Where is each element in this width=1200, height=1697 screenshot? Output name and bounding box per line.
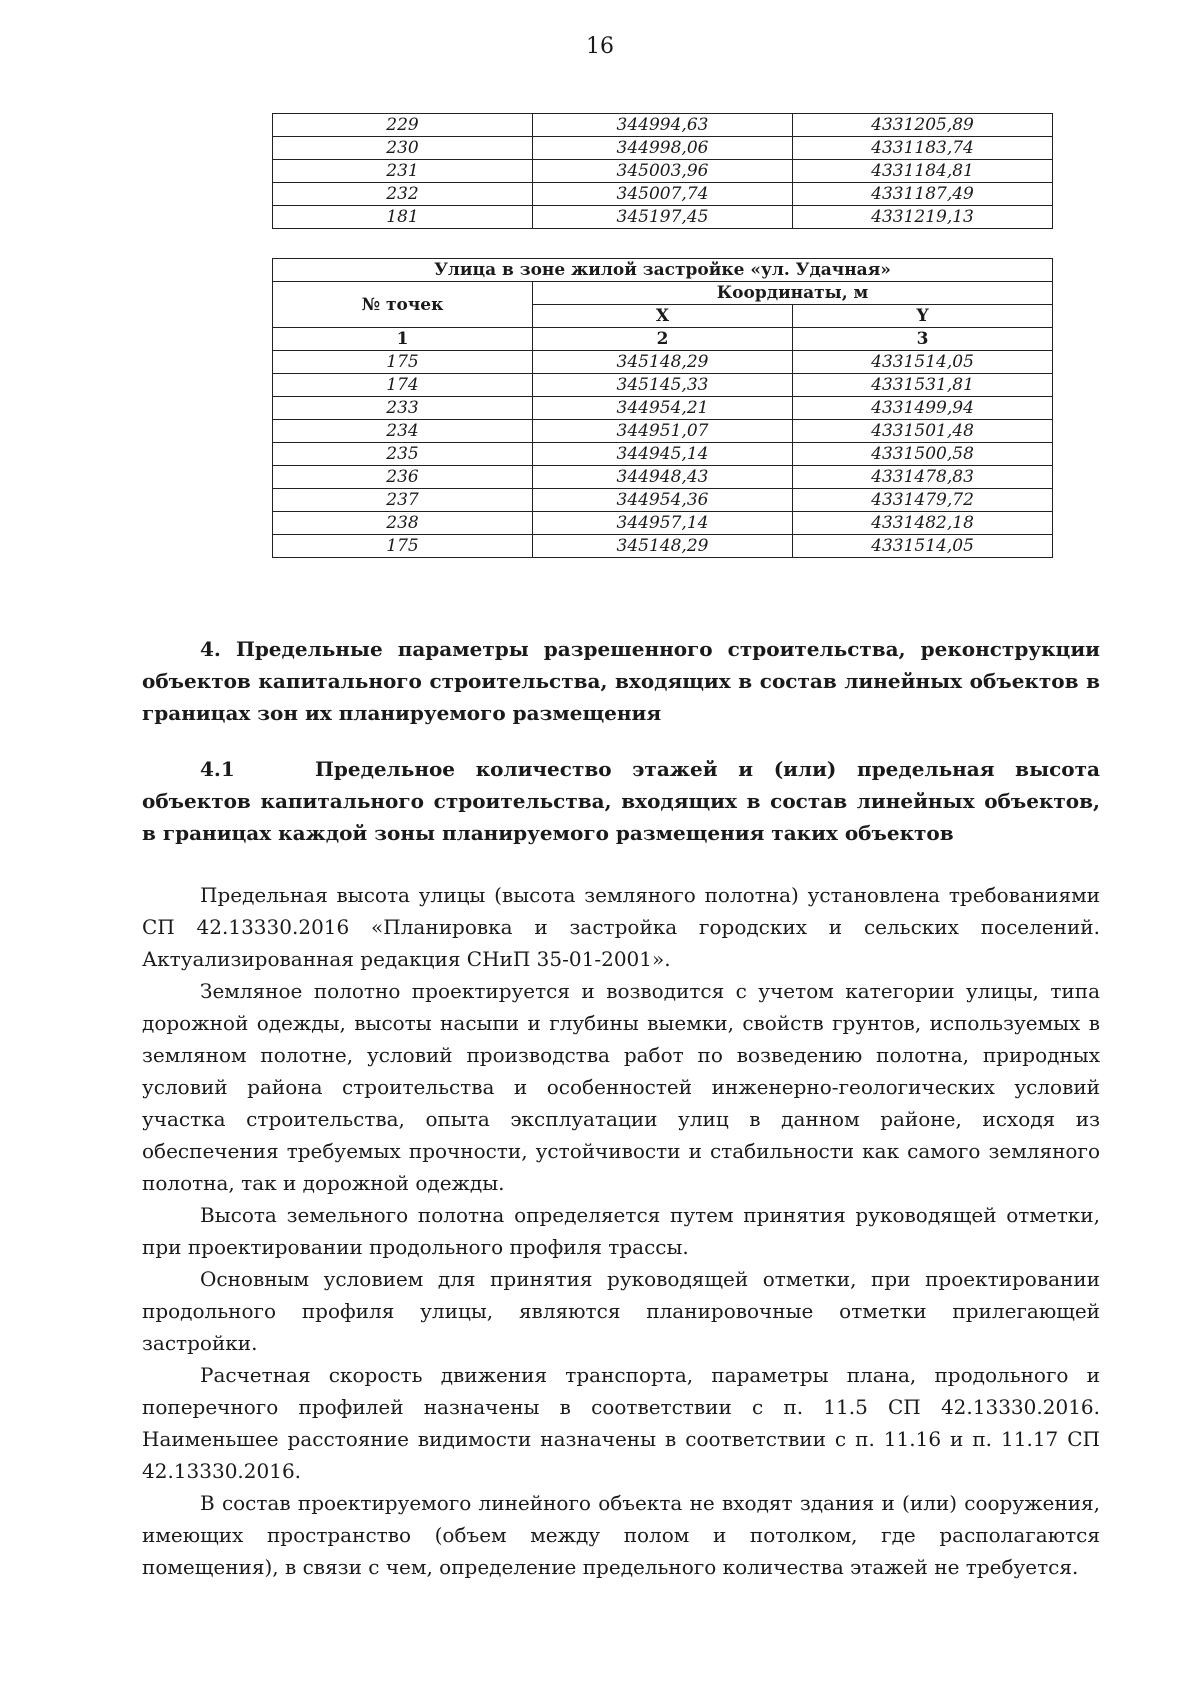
body-text	[142, 879, 1100, 1583]
paragraph: Расчетная скорость движения транспорта, параметры плана, продольного и поперечного профилей назначены в соответствии с п. 11.5 СП 42.13330.2016. Наименьшее расстояние видимости назначены в соответствии с п. 11.16 и п. 11.17 СП 42.13330.2016.	[142, 1363, 1100, 1483]
table-row	[273, 535, 1053, 558]
point-number-cell: 236	[273, 466, 533, 489]
column-number: 3	[793, 328, 1053, 351]
point-number-cell: 175	[273, 535, 533, 558]
x-coordinate-cell: 344957,14	[533, 512, 793, 535]
y-coordinate-cell: 4331500,58	[793, 443, 1053, 466]
table-row	[273, 183, 1053, 206]
coordinates-table-continued	[272, 113, 1053, 229]
y-coordinate-cell: 4331531,81	[793, 374, 1053, 397]
x-coordinate-cell: 345003,96	[533, 160, 793, 183]
x-header: X	[533, 305, 793, 328]
x-coordinate-cell: 344951,07	[533, 420, 793, 443]
y-coordinate-cell: 4331501,48	[793, 420, 1053, 443]
table-row	[273, 206, 1053, 229]
x-coordinate-cell: 345197,45	[533, 206, 793, 229]
section-4-number: 4.	[200, 637, 221, 661]
y-coordinate-cell: 4331205,89	[793, 114, 1053, 137]
y-coordinate-cell: 4331183,74	[793, 137, 1053, 160]
x-coordinate-cell: 344998,06	[533, 137, 793, 160]
coordinates-table-udachnaya	[272, 258, 1053, 558]
point-number-cell: 237	[273, 489, 533, 512]
point-number-cell: 181	[273, 206, 533, 229]
table-row	[273, 351, 1053, 374]
x-coordinate-cell: 345007,74	[533, 183, 793, 206]
x-coordinate-cell: 345148,29	[533, 351, 793, 374]
y-coordinate-cell: 4331184,81	[793, 160, 1053, 183]
point-number-cell: 238	[273, 512, 533, 535]
x-coordinate-cell: 344945,14	[533, 443, 793, 466]
x-coordinate-cell: 344994,63	[533, 114, 793, 137]
x-coordinate-cell: 345145,33	[533, 374, 793, 397]
table-row	[273, 489, 1053, 512]
table-row	[273, 420, 1053, 443]
y-coordinate-cell: 4331499,94	[793, 397, 1053, 420]
coordinates-table-udachnaya-body	[273, 351, 1053, 558]
paragraph: Предельная высота улицы (высота земляного полотна) установлена требованиями СП 42.13330.2016 «Планировка и застройка городских и сельских поселений. Актуализированная редакция СНиП 35-01-2001».	[142, 883, 1100, 971]
point-number-cell: 232	[273, 183, 533, 206]
point-number-cell: 174	[273, 374, 533, 397]
coords-header: Координаты, м	[533, 282, 1053, 305]
y-coordinate-cell: 4331219,13	[793, 206, 1053, 229]
point-number-cell: 175	[273, 351, 533, 374]
y-coordinate-cell: 4331514,05	[793, 351, 1053, 374]
table-row	[273, 374, 1053, 397]
points-header: № точек	[273, 282, 533, 328]
table-row	[273, 466, 1053, 489]
paragraph: Высота земельного полотна определяется путем принятия руководящей отметки, при проектировании продольного профиля трассы.	[142, 1203, 1100, 1259]
page-number: 16	[586, 34, 614, 59]
table-row	[273, 512, 1053, 535]
point-number-cell: 233	[273, 397, 533, 420]
paragraph: Основным условием для принятия руководящей отметки, при проектировании продольного профиля улицы, являются планировочные отметки прилегающей застройки.	[142, 1267, 1100, 1355]
paragraph: В состав проектируемого линейного объекта не входят здания и (или) сооружения, имеющих пространство (объем между полом и потолком, где располагаются помещения), в связи с чем, определение предельного количества этажей не требуется.	[142, 1491, 1100, 1579]
x-coordinate-cell: 344954,21	[533, 397, 793, 420]
table-row	[273, 137, 1053, 160]
point-number-cell: 235	[273, 443, 533, 466]
section-4-1-title: Предельное количество этажей и (или) предельная высота объектов капитального строительства, входящих в состав линейных объектов, в границах каждой зоны планируемого размещения таких объектов	[142, 757, 1100, 845]
x-coordinate-cell: 344948,43	[533, 466, 793, 489]
paragraph: Земляное полотно проектируется и возводится с учетом категории улицы, типа дорожной одежды, высоты насыпи и глубины выемки, свойств грунтов, используемых в земляном полотне, условий производства работ по возведению полотна, природных условий района строительства и особенностей инженерно-геологических условий участка строительства, опыта эксплуатации улиц в данном районе, исходя из обеспечения требуемых прочности, устойчивости и стабильности как самого земляного полотна, так и дорожной одежды.	[142, 979, 1100, 1195]
section-4-1-number: 4.1	[200, 757, 235, 781]
coordinates-table-continued-body	[273, 114, 1053, 229]
section-4-1-heading	[142, 753, 1100, 849]
table-row	[273, 114, 1053, 137]
section-4-title: Предельные параметры разрешенного строительства, реконструкции объектов капитального строительства, входящих в состав линейных объектов в границах зон их планируемого размещения	[142, 637, 1100, 725]
y-coordinate-cell: 4331514,05	[793, 535, 1053, 558]
y-coordinate-cell: 4331482,18	[793, 512, 1053, 535]
x-coordinate-cell: 344954,36	[533, 489, 793, 512]
y-header: Y	[793, 305, 1053, 328]
point-number-cell: 231	[273, 160, 533, 183]
table-row	[273, 443, 1053, 466]
point-number-cell: 234	[273, 420, 533, 443]
table-row	[273, 160, 1053, 183]
column-number: 2	[533, 328, 793, 351]
table-title: Улица в зоне жилой застройке «ул. Удачная»	[273, 259, 1053, 282]
y-coordinate-cell: 4331478,83	[793, 466, 1053, 489]
table-row	[273, 397, 1053, 420]
y-coordinate-cell: 4331187,49	[793, 183, 1053, 206]
x-coordinate-cell: 345148,29	[533, 535, 793, 558]
point-number-cell: 229	[273, 114, 533, 137]
section-4-heading	[142, 633, 1100, 729]
point-number-cell: 230	[273, 137, 533, 160]
y-coordinate-cell: 4331479,72	[793, 489, 1053, 512]
column-number: 1	[273, 328, 533, 351]
